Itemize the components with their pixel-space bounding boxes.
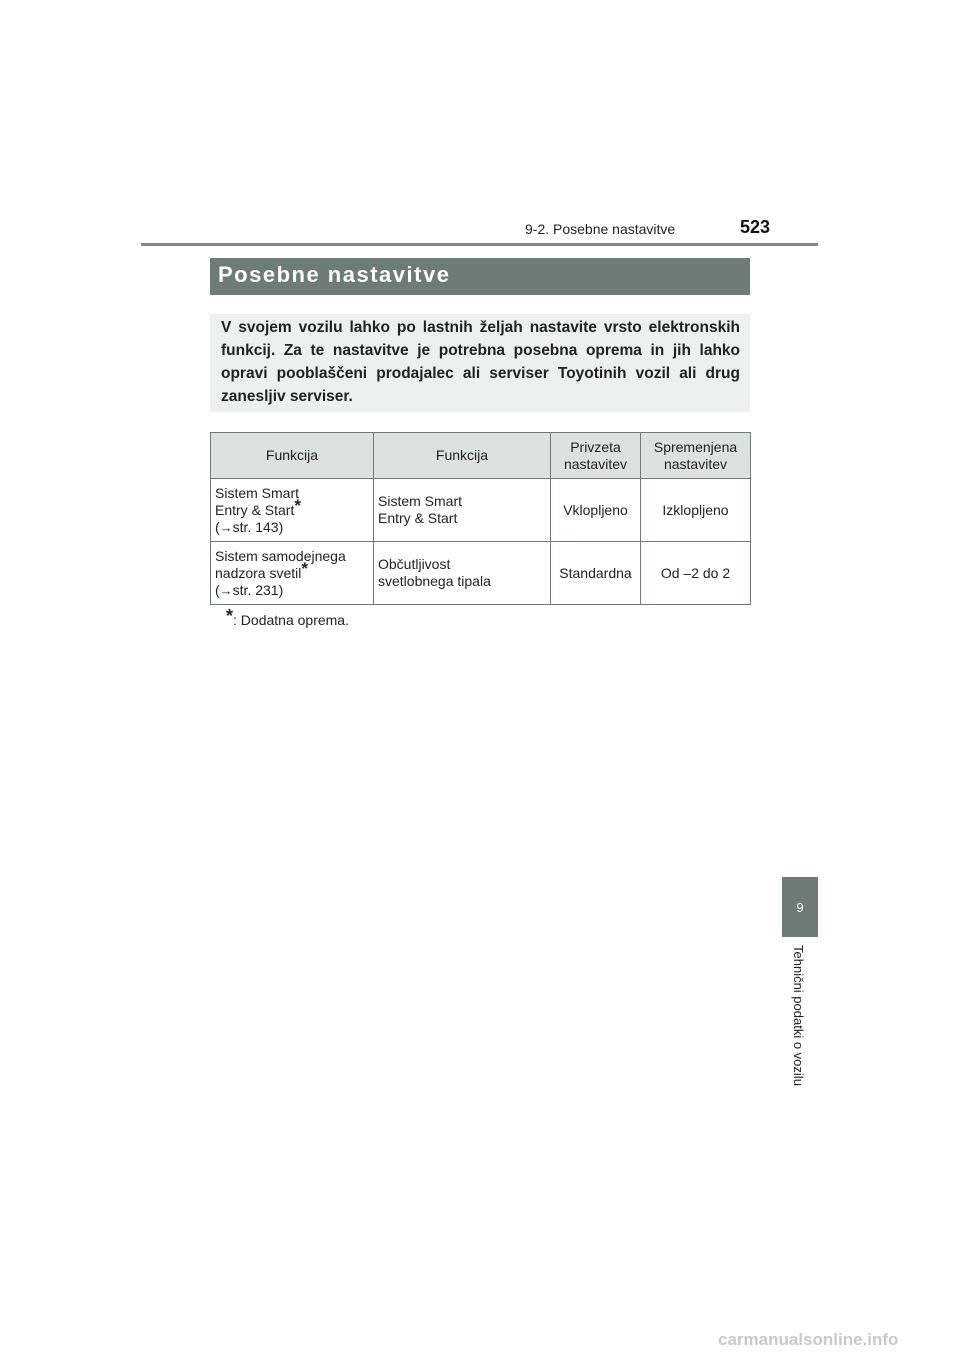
header-section-title: 9-2. Posebne nastavitve (525, 221, 676, 237)
footnote (226, 606, 349, 628)
chapter-tab (782, 877, 818, 937)
function-name: Občutljivost (378, 556, 451, 572)
table-header-cell: Funkcija (374, 433, 551, 479)
arrow-right-icon: → (219, 519, 233, 535)
function-name: Entry & Start (378, 510, 458, 526)
intro-text: V svojem vozilu lahko po lastnih željah nastavite vrsto elektronskih funkcij. Za te nastavitve je potrebna posebna oprema in jih lahko opravi pooblaščeni prodajalec ali serviser Toyotinih vozil ali drug zanesljiv serviser. (221, 319, 740, 405)
changed-setting-cell: Izklopljeno (641, 479, 751, 542)
intro-box (210, 314, 750, 412)
optional-marker: * (301, 558, 309, 578)
system-name: nadzora svetil (215, 564, 302, 581)
table-header-cell: Funkcija (211, 433, 374, 479)
table-header-row (211, 433, 751, 479)
default-setting-cell: Vklopljeno (551, 479, 641, 542)
changed-setting-cell: Od –2 do 2 (641, 542, 751, 605)
arrow-right-icon: → (219, 582, 233, 598)
function-name: svetlobnega tipala (378, 573, 491, 589)
page-number: 523 (740, 217, 771, 237)
header-divider (141, 243, 818, 246)
page-reference: str. 143 (232, 518, 279, 535)
table-header-cell: Privzeta nastavitev (551, 433, 641, 479)
table-row (211, 542, 751, 605)
settings-table (210, 432, 751, 605)
system-name: Sistem samodejnega (215, 547, 346, 564)
function-cell (374, 479, 551, 542)
chapter-label-container (782, 945, 818, 1110)
page-reference: str. 231 (232, 581, 279, 598)
table-header-cell: Spremenjena nastavitev (641, 433, 751, 479)
page-title: Posebne nastavitve (218, 262, 451, 287)
chapter-label: Tehnični podatki o vozilu (791, 945, 806, 1086)
footnote-marker: * (226, 606, 234, 626)
system-name: Sistem Smart (215, 484, 300, 501)
function-name: Sistem Smart (378, 493, 463, 509)
system-cell: Sistem Smart Entry & Start* (→str. 143) (211, 479, 374, 542)
system-cell: Sistem samodejnega nadzora svetil* (→str. 231) (211, 542, 374, 605)
footnote-text: : Dodatna oprema. (233, 612, 349, 628)
table-row (211, 479, 751, 542)
watermark: carmanualsonline.info (718, 1330, 899, 1349)
page-title-bar (210, 258, 750, 295)
system-name: Entry & Start (215, 501, 295, 518)
optional-marker: * (294, 495, 301, 515)
default-setting-cell: Standardna (551, 542, 641, 605)
function-cell (374, 542, 551, 605)
chapter-number: 9 (796, 899, 804, 915)
